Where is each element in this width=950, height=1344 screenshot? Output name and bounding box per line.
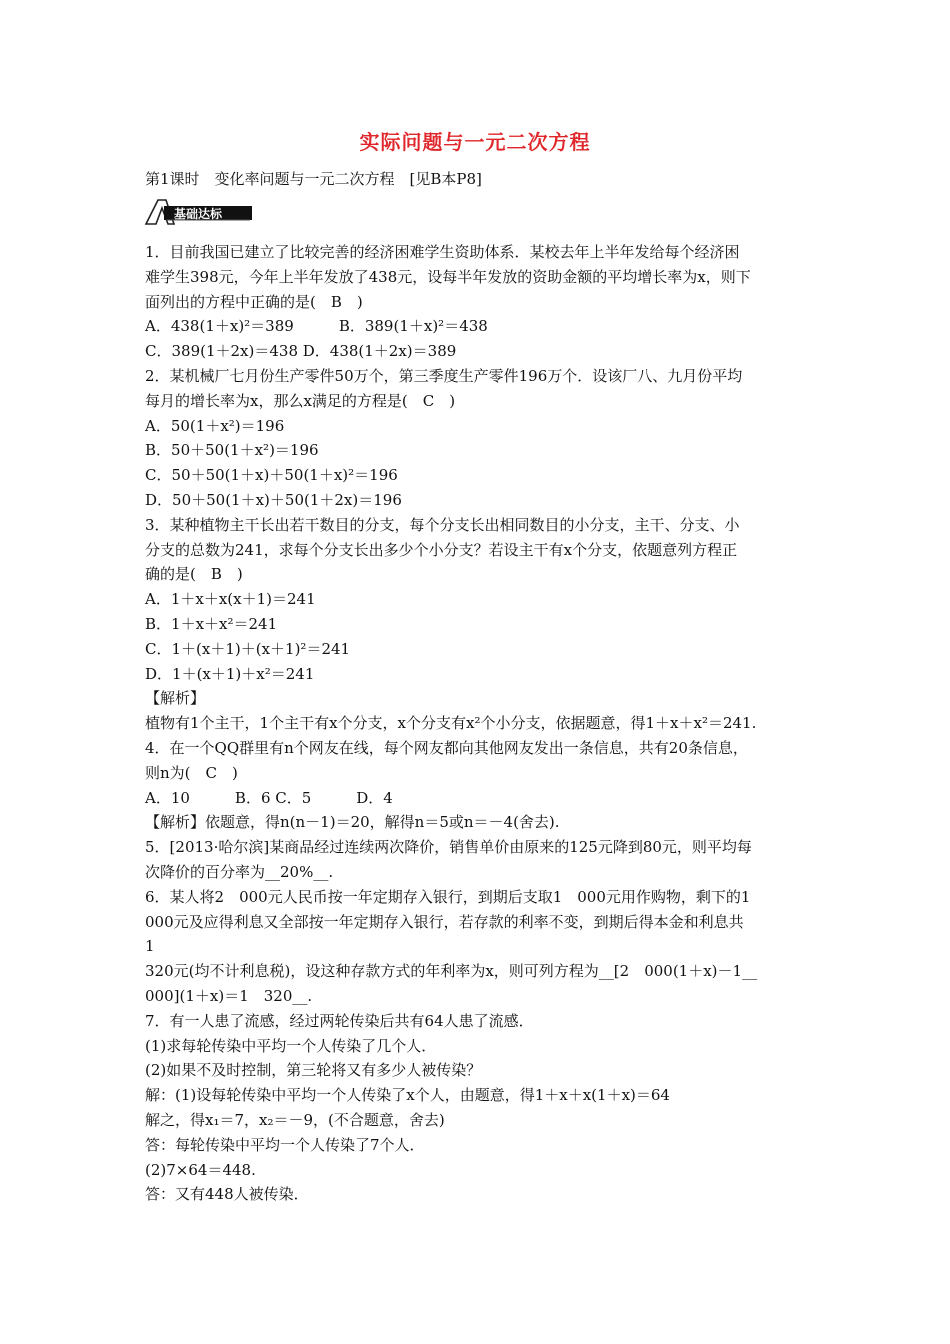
text-line: 1．目前我国已建立了比较完善的经济困难学生资助体系．某校去年上半年发给每个经济困 — [145, 243, 740, 261]
text-line: A．1＋x＋x(x＋1)＝241 — [145, 590, 316, 609]
text-line: 植物有1个主干，1个主干有x个分支，x个分支有x²个小分支，依据题意，得1＋x＋x²＝241. — [145, 714, 757, 733]
text-line: 1 — [145, 937, 155, 956]
text-line: (2)7×64＝448. — [145, 1160, 256, 1179]
text-line: (1)求每轮传染中平均一个人传染了几个人． — [145, 1036, 437, 1055]
badge-label: 基础达标 — [174, 207, 223, 221]
text-line: (2)如果不及时控制，第三轮将又有多少人被传染？ — [145, 1061, 482, 1080]
text-line: A．10 B．6 C．5 D．4 — [145, 788, 393, 807]
text-line: A．50(1＋x²)＝196 — [145, 416, 285, 435]
lesson-subtitle: 第1课时 变化率问题与一元二次方程 [见B本P8] — [145, 170, 482, 188]
text-line: 320元(均不计利息税)，设这种存款方式的年利率为x，则可列方程为__[2 000(1＋x)－1__ — [145, 962, 758, 981]
text-line: 难学生398元，今年上半年发放了438元，设每半年发放的资助金额的平均增长率为x，则下 — [145, 267, 751, 286]
text-line: 5．[2013·哈尔滨]某商品经过连续两次降价，销售单价由原来的125元降到80元，则平均每 — [145, 838, 752, 857]
text-line: B．1＋x＋x²＝241 — [145, 615, 278, 633]
text-line: 【解析】 — [145, 689, 206, 708]
text-line: 则n为( C ) — [145, 763, 238, 782]
text-line: 2．某机械厂七月份生产零件50万个，第三季度生产零件196万个．设该厂八、九月份平均 — [145, 367, 743, 385]
text-line: D．50＋50(1＋x)＋50(1＋2x)＝196 — [145, 491, 402, 509]
text-line: 解之，得x₁＝7，x₂＝－9，(不合题意，舍去) — [145, 1111, 445, 1129]
text-line: C．389(1＋2x)＝438 D．438(1＋2x)＝389 — [145, 342, 457, 361]
badge-letter: A — [104, 158, 105, 159]
text-line: D．1＋(x＋1)＋x²＝241 — [145, 664, 315, 683]
text-line: 6．某人将2 000元人民币按一年定期存入银行，到期后支取1 000元用作购物，剩下的1 — [145, 887, 751, 906]
page-title: 实际问题与一元二次方程 — [359, 130, 591, 154]
text-line: 3．某种植物主干长出若干数目的分支，每个分支长出相同数目的小分支，主干、分支、小 — [145, 515, 740, 534]
text-line: A．438(1＋x)²＝389 B．389(1＋x)²＝438 — [145, 317, 488, 336]
text-line: 000元及应得利息又全部按一年定期存入银行，若存款的利率不变，到期后得本金和利息共 — [145, 912, 744, 931]
text-line: 面列出的方程中正确的是( B ) — [145, 292, 363, 311]
text-line: 每月的增长率为x，那么x满足的方程是( C ) — [145, 391, 456, 410]
text-line: C．1＋(x＋1)＋(x＋1)²＝241 — [145, 639, 351, 658]
text-line: 解：(1)设每轮传染中平均一个人传染了x个人，由题意，得1＋x＋x(1＋x)＝64 — [145, 1086, 670, 1105]
text-line: 【解析】依题意，得n(n－1)＝20，解得n＝5或n＝－4(舍去). — [145, 813, 560, 832]
text-line: 7．有一人患了流感，经过两轮传染后共有64人患了流感． — [145, 1011, 534, 1030]
text-line: 答：又有448人被传染． — [145, 1185, 309, 1204]
text-line: 分支的总数为241，求每个分支长出多少个小分支？若设主干有x个分支，依题意列方程正 — [145, 540, 738, 559]
text-line: 000](1＋x)＝1 320__. — [145, 987, 313, 1005]
text-line: B．50＋50(1＋x²)＝196 — [145, 441, 319, 460]
text-line: C．50＋50(1＋x)＋50(1＋x)²＝196 — [145, 466, 398, 485]
text-line: 确的是( B ) — [145, 565, 243, 584]
text-line: 4．在一个QQ群里有n个网友在线，每个网友都向其他网友发出一条信息，共有20条信息， — [145, 739, 748, 757]
text-line: 答：每轮传染中平均一个人传染了7个人． — [145, 1135, 425, 1154]
text-line: 次降价的百分率为__20%__. — [145, 863, 334, 881]
